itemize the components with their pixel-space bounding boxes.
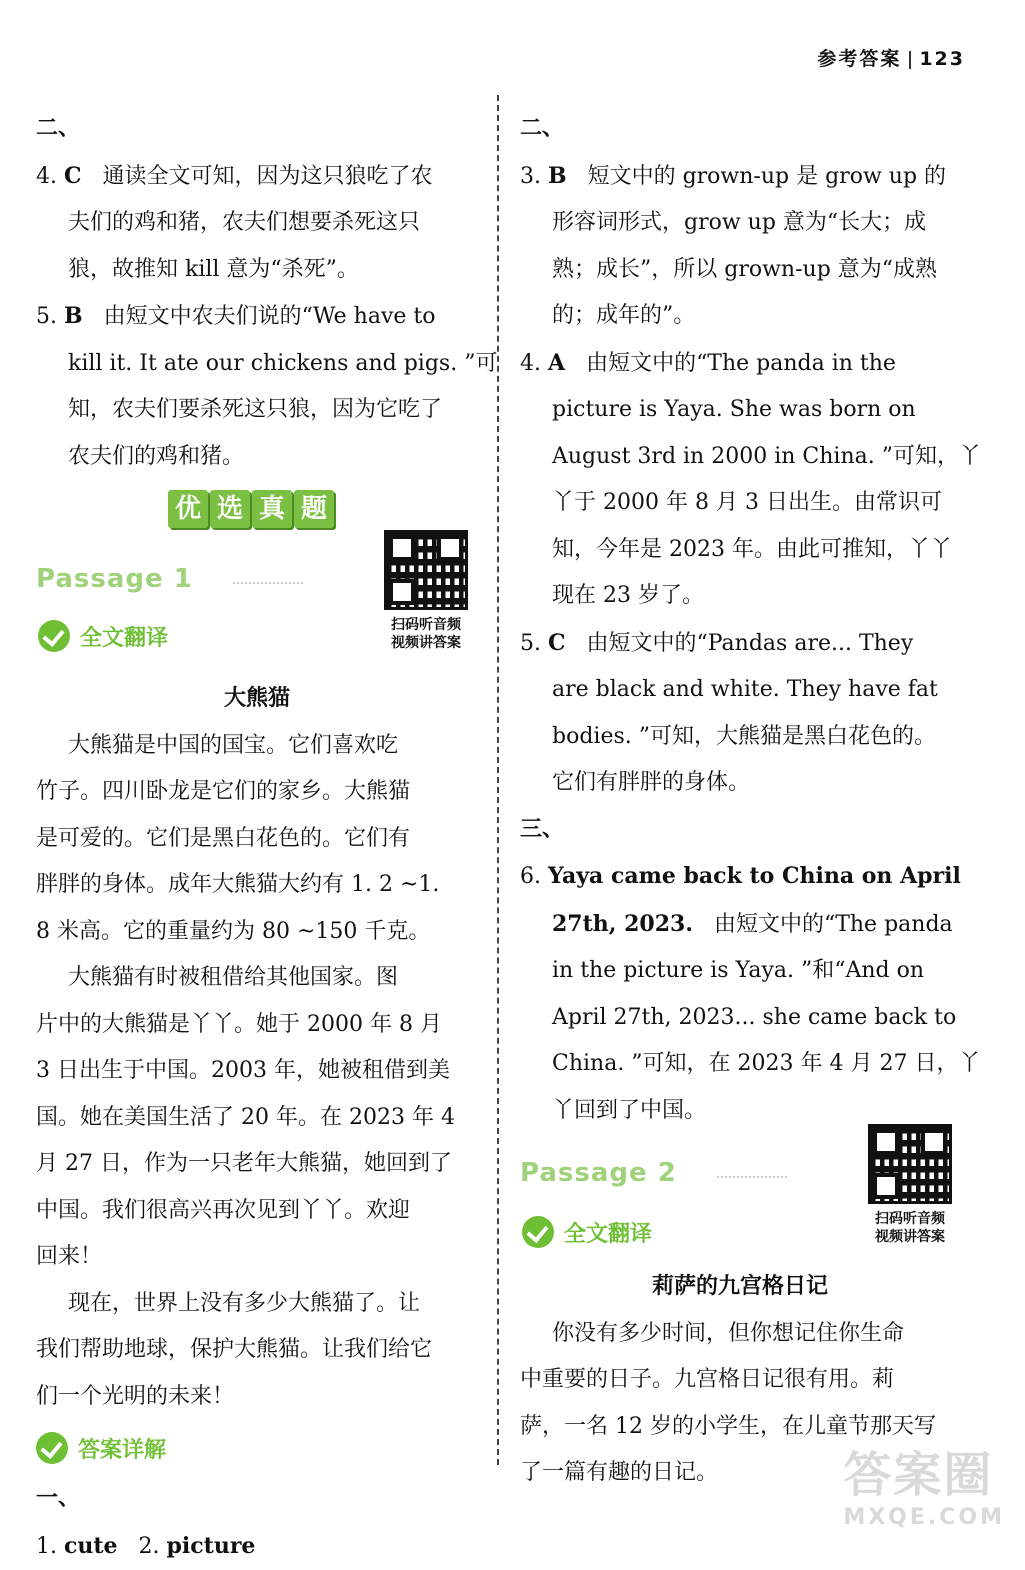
explanation-line: 熟；成长”，所以 grown-up 意为“成熟: [520, 247, 960, 294]
explanation-line: kill it. It ate our chickens and pigs. ”可: [36, 341, 478, 388]
answer-sentence: 27th, 2023.: [552, 911, 693, 937]
paragraph-line: 现在，世界上没有多少大熊猫了。让: [36, 1281, 478, 1328]
left-question-4: [36, 153, 478, 294]
qr-block[interactable]: [384, 530, 468, 652]
explanation-line: 通读全文可知，因为这只狼吃了农: [103, 164, 433, 189]
banner-char: 选: [210, 490, 250, 528]
left-question-5: [36, 293, 478, 480]
explanation-line: picture is Yaya. She was born on: [520, 387, 960, 434]
paragraph-line: 我们帮助地球，保护大熊猫。让我们给它: [36, 1327, 478, 1374]
dotted-rule: [233, 582, 303, 584]
explanation-line: bodies. ”可知，大熊猫是黑白花色的。: [520, 714, 960, 761]
explanation-line: 农夫们的鸡和猪。: [36, 434, 478, 481]
article-title: 大熊猫: [36, 676, 478, 723]
explanation-line: 知，农夫们要杀死这只狼，因为它吃了: [36, 387, 478, 434]
right-question-5: [520, 620, 960, 807]
explanation-line: 狼，故推知 kill 意为“杀死”。: [36, 247, 478, 294]
explanation-line: 丫回到了中国。: [520, 1088, 960, 1135]
answer-letter: C: [548, 630, 566, 656]
question-number: 4.: [520, 351, 541, 376]
passage-2-title: Passage 2: [520, 1158, 677, 1188]
question-number: 5.: [520, 631, 541, 656]
left-column: [36, 106, 478, 1570]
qr-caption-line: 视频讲答案: [384, 634, 468, 652]
check-icon: [522, 1216, 554, 1248]
answer-detail-tag-label: 答案详解: [78, 1433, 166, 1464]
qr-block[interactable]: [868, 1124, 952, 1246]
qr-caption-line: 扫码听音频: [384, 616, 468, 634]
translate-tag: [522, 1216, 652, 1248]
paragraph-line: 萨，一名 12 岁的小学生，在儿童节那天写: [520, 1404, 960, 1451]
answer-sentence: Yaya came back to China on April: [548, 863, 961, 889]
question-number: 6.: [520, 864, 541, 889]
article-title: 莉萨的九宫格日记: [520, 1264, 960, 1311]
header-title: 参考答案: [817, 48, 901, 70]
article-paragraph-1: [36, 723, 478, 956]
answer-detail-tag: [36, 1420, 478, 1476]
watermark: [843, 1436, 1005, 1530]
check-icon: [38, 620, 70, 652]
question-number: 5.: [36, 304, 57, 329]
explanation-line: August 3rd in 2000 in China. ”可知，丫: [520, 434, 960, 481]
answer-word: cute: [64, 1533, 118, 1559]
explanation-line: 丫于 2000 年 8 月 3 日出生。由常识可: [520, 480, 960, 527]
explanation-line: 它们有胖胖的身体。: [520, 760, 960, 807]
explanation-line: in the picture is Yaya. ”和“And on: [520, 948, 960, 995]
banner-char: 优: [168, 490, 208, 528]
paragraph-line: 了一篇有趣的日记。: [520, 1450, 960, 1497]
paragraph-line: 片中的大熊猫是丫丫。她于 2000 年 8 月: [36, 1002, 478, 1049]
paragraph-line: 是可爱的。它们是黑白花色的。它们有: [36, 816, 478, 863]
section-three-heading: 三、: [520, 807, 960, 854]
explanation-line: China. ”可知，在 2023 年 4 月 27 日，丫: [520, 1041, 960, 1088]
paragraph-line: 中国。我们很高兴再次见到丫丫。欢迎: [36, 1188, 478, 1235]
qr-code-icon[interactable]: [868, 1124, 952, 1204]
paragraph-line: 大熊猫是中国的国宝。它们喜欢吃: [36, 723, 478, 770]
paragraph-line: 月 27 日，作为一只老年大熊猫，她回到了: [36, 1141, 478, 1188]
paragraph-line: 竹子。四川卧龙是它们的家乡。大熊猫: [36, 769, 478, 816]
paragraph-line: 国。她在美国生活了 20 年。在 2023 年 4: [36, 1095, 478, 1142]
section-two-heading: 二、: [520, 106, 960, 153]
paragraph-line: 们一个光明的未来！: [36, 1374, 478, 1421]
paragraph-line: 中重要的日子。九宫格日记很有用。莉: [520, 1357, 960, 1404]
paragraph-line: 大熊猫有时被租借给其他国家。图: [36, 955, 478, 1002]
paragraph-line: 胖胖的身体。成年大熊猫大约有 1. 2 ~1.: [36, 862, 478, 909]
banner-char: 题: [294, 490, 334, 528]
paragraph-line: 回来！: [36, 1234, 478, 1281]
qr-code-icon[interactable]: [384, 530, 468, 610]
explanation-line: 由短文中的“The panda in the: [586, 351, 896, 376]
translate-tag-label: 全文翻译: [80, 621, 168, 652]
question-number: 3.: [520, 164, 541, 189]
answer-letter: B: [548, 163, 567, 189]
page-number: 123: [919, 48, 965, 70]
right-column: [520, 106, 960, 1497]
right-question-4: [520, 340, 960, 620]
explanation-line: April 27th, 2023... she came back to: [520, 995, 960, 1042]
explanation-line: are black and white. They have fat: [520, 667, 960, 714]
explanation-line: 由短文中的“Pandas are... They: [587, 631, 914, 656]
page-header: [817, 44, 965, 71]
article-paragraph-3: [36, 1281, 478, 1421]
section-one-heading: 一、: [36, 1476, 478, 1523]
answer-letter: A: [548, 350, 565, 376]
answer-letter: B: [64, 303, 83, 329]
dotted-rule: [717, 1176, 787, 1178]
check-icon: [36, 1432, 68, 1464]
section-two-heading: 二、: [36, 106, 478, 153]
answers-1-2: [36, 1523, 478, 1570]
answer-word: picture: [167, 1533, 256, 1559]
right-question-3: [520, 153, 960, 340]
article-paragraph-2: [36, 955, 478, 1281]
passage-2-header: [520, 1134, 960, 1264]
qr-caption-line: 扫码听音频: [868, 1210, 952, 1228]
question-number: 4.: [36, 164, 57, 189]
paragraph-line: 3 日出生于中国。2003 年，她被租借到美: [36, 1048, 478, 1095]
explanation-line: 短文中的 grown-up 是 grow up 的: [588, 164, 946, 189]
passage-1-title: Passage 1: [36, 564, 193, 594]
banner-char: 真: [252, 490, 292, 528]
watermark-url: MXQE.COM: [843, 1505, 1005, 1530]
explanation-line: 由短文中的“The panda: [714, 912, 953, 937]
explanation-line: 由短文中农夫们说的“We have to: [104, 304, 436, 329]
question-number: 2.: [139, 1534, 160, 1559]
watermark-logo-text: 答案圈: [843, 1436, 1005, 1505]
explanation-line: 现在 23 岁了。: [520, 573, 960, 620]
question-number: 1.: [36, 1534, 57, 1559]
explanation-line: 的；成年的”。: [520, 293, 960, 340]
header-separator: [909, 51, 911, 69]
passage-1-header: [36, 558, 478, 676]
column-divider: [497, 95, 499, 1465]
translate-tag: [38, 620, 168, 652]
explanation-line: 夫们的鸡和猪，农夫们想要杀死这只: [36, 200, 478, 247]
paragraph-line: 你没有多少时间，但你想记住你生命: [520, 1311, 960, 1358]
explanation-line: 形容词形式，grow up 意为“长大；成: [520, 200, 960, 247]
translate-tag-label: 全文翻译: [564, 1217, 652, 1248]
paragraph-line: 8 米高。它的重量约为 80 ~150 千克。: [36, 909, 478, 956]
explanation-line: 知，今年是 2023 年。由此可推知，丫丫: [520, 527, 960, 574]
right-question-6: [520, 853, 960, 1134]
qr-caption-line: 视频讲答案: [868, 1228, 952, 1246]
answer-letter: C: [64, 163, 82, 189]
